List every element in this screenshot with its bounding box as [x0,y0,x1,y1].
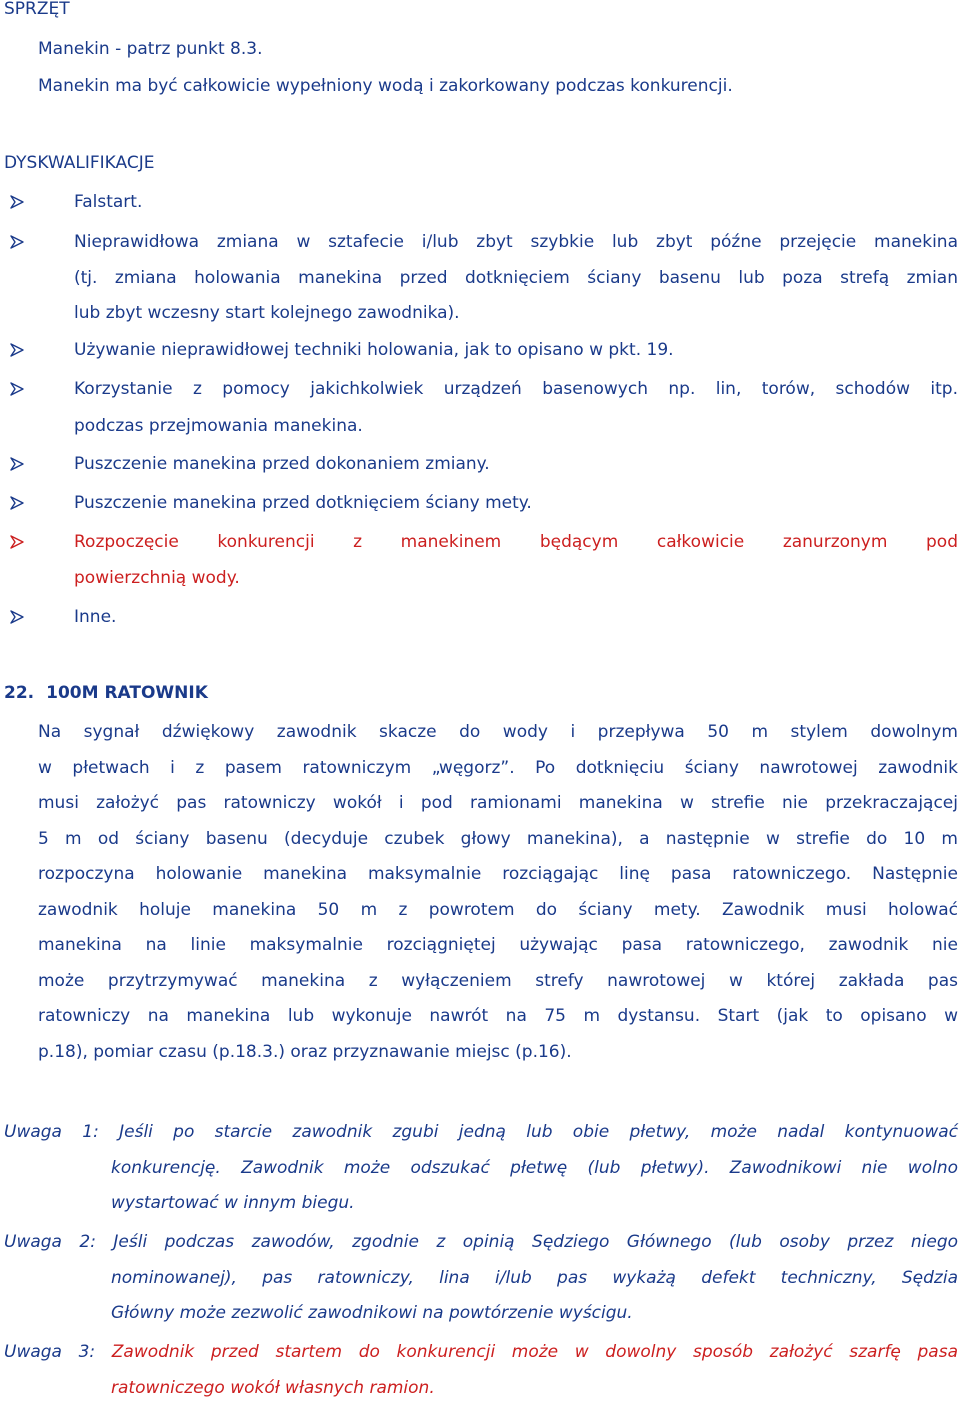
note-text: Jeśli po starcie zawodnik zgubi jedną lub obie płetwy, może nadal kontynuować [119,1122,958,1142]
note-label: Uwaga 2: [4,1232,96,1252]
note-2 [4,1231,958,1338]
note-line [4,1231,958,1267]
disqualification-item: Puszczenie manekina przed dokonaniem zmiany. [74,453,490,475]
disqualification-item [74,531,958,553]
disqualification-item [74,378,958,400]
paragraph-line: 5 m od ściany basenu (decyduje czubek głowy manekina), a następnie w strefie do 10 m [38,828,958,864]
note-line [4,1121,958,1157]
paragraph-line: rozpoczyna holowanie manekina maksymalnie rozciągając linę pasa ratowniczego. Następnie [38,863,958,899]
arrowhead-bullet-icon [10,195,24,209]
section-heading-sprzet: SPRZĘT [4,0,70,20]
arrowhead-bullet-icon [10,610,24,624]
note-3 [4,1341,958,1412]
disqualification-item: Używanie nieprawidłowej techniki holowania, jak to opisano w pkt. 19. [74,339,674,361]
disqualification-item-line: Rozpoczęcie konkurencji z manekinem będącym całkowicie zanurzonym pod [74,531,958,553]
note-text: Jeśli podczas zawodów, zgodnie z opinią Sędziego Głównego (lub osoby przez niego [113,1232,958,1252]
arrowhead-bullet-icon [10,382,24,396]
disqualification-item-line: lub zbyt wczesny start kolejnego zawodnika). [74,302,460,324]
note-1 [4,1121,958,1228]
arrowhead-bullet-icon [10,535,24,549]
paragraph-line: ratowniczy na manekina lub wykonuje nawrót na 75 m dystansu. Start (jak to opisano w [38,1005,958,1041]
disqualification-item-line: powierzchnią wody. [74,567,240,589]
note-line: wystartować w innym biegu. [4,1192,958,1228]
section-number: 22. [4,683,34,703]
paragraph-line: w płetwach i z pasem ratowniczym „węgorz”. Po dotknięciu ściany nawrotowej zawodnik [38,757,958,793]
disqualification-item [74,231,958,302]
note-text: Zawodnik przed startem do konkurencji może w dowolny sposób założyć szarfę pasa [112,1342,958,1362]
disqualification-item-line: (tj. zmiana holowania manekina przed dotknięciem ściany basenu lub poza strefą zmian [74,267,958,303]
note-label: Uwaga 3: [4,1342,95,1362]
arrowhead-bullet-icon [10,343,24,357]
note-line: ratowniczego wokół własnych ramion. [4,1377,958,1412]
arrowhead-bullet-icon [10,235,24,249]
note-line [4,1341,958,1377]
sprzet-line: Manekin ma być całkowicie wypełniony wodą i zakorkowany podczas konkurencji. [38,75,733,97]
disqualification-item: Inne. [74,606,116,628]
note-line: nominowanej), pas ratowniczy, lina i/lub pas wykażą defekt techniczny, Sędzia [4,1267,958,1303]
disqualification-item-line: Korzystanie z pomocy jakichkolwiek urządzeń basenowych np. lin, torów, schodów itp. [74,378,958,400]
note-label: Uwaga 1: [4,1122,99,1142]
section-title-100m-ratownik [4,682,208,704]
arrowhead-bullet-icon [10,496,24,510]
paragraph-line: może przytrzymywać manekina z wyłączeniem strefy nawrotowej w której zakłada pas [38,970,958,1006]
section-22-paragraph [38,721,958,1076]
disqualification-item-line: podczas przejmowania manekina. [74,415,363,437]
note-line: Główny może zezwolić zawodnikowi na powtórzenie wyścigu. [4,1302,958,1338]
section-heading-dyskwalifikacje: DYSKWALIFIKACJE [4,152,154,174]
disqualification-item: Puszczenie manekina przed dotknięciem ściany mety. [74,492,532,514]
disqualification-item: Falstart. [74,191,142,213]
paragraph-line: musi założyć pas ratowniczy wokół i pod ramionami manekina w strefie nie przekraczającej [38,792,958,828]
disqualification-item-line: Nieprawidłowa zmiana w sztafecie i/lub zbyt szybkie lub zbyt późne przejęcie manekina [74,231,958,267]
section-title-text: 100M RATOWNIK [46,683,208,703]
paragraph-line: Na sygnał dźwiękowy zawodnik skacze do wody i przepływa 50 m stylem dowolnym [38,721,958,757]
arrowhead-bullet-icon [10,457,24,471]
sprzet-line: Manekin - patrz punkt 8.3. [38,38,263,60]
paragraph-line: p.18), pomiar czasu (p.18.3.) oraz przyznawanie miejsc (p.16). [38,1041,958,1077]
paragraph-line: manekina na linie maksymalnie rozciągniętej używając pasa ratowniczego, zawodnik nie [38,934,958,970]
note-line: konkurencję. Zawodnik może odszukać płetwę (lub płetwy). Zawodnikowi nie wolno [4,1157,958,1193]
paragraph-line: zawodnik holuje manekina 50 m z powrotem do ściany mety. Zawodnik musi holować [38,899,958,935]
